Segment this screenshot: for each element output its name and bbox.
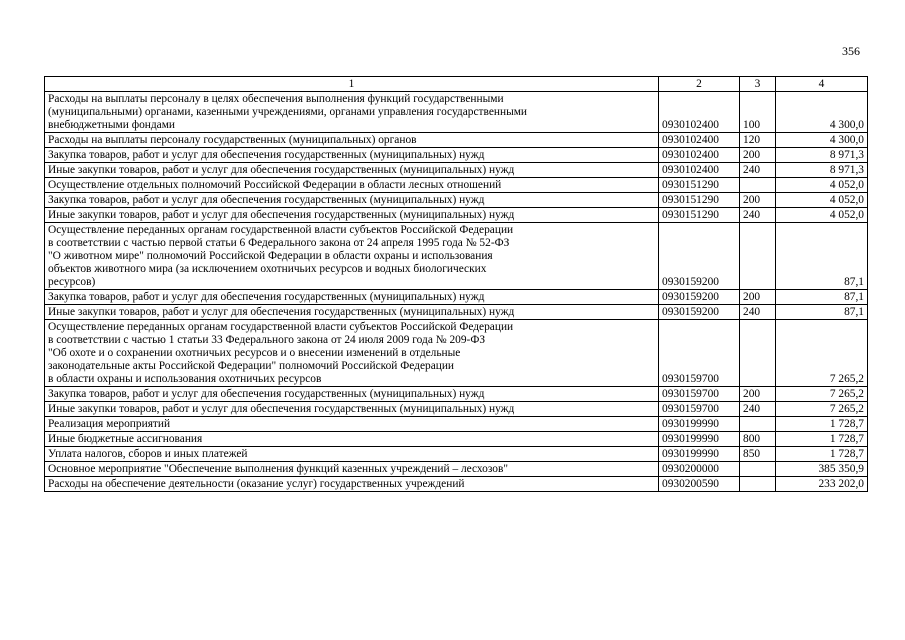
expense-name-line: Иные закупки товаров, работ и услуг для обеспечения государственных (муниципальных) нужд xyxy=(48,306,515,318)
table-row xyxy=(45,432,868,447)
table-row xyxy=(45,223,868,290)
expense-name-cell xyxy=(45,417,659,432)
expense-type-code-cell: 200 xyxy=(740,387,776,402)
expense-name-line: Осуществление переданных органам государственной власти субъектов Российской Федерации xyxy=(48,224,514,236)
target-article-code-cell: 0930199990 xyxy=(659,432,740,447)
table-row xyxy=(45,305,868,320)
expense-name-cell xyxy=(45,290,659,305)
amount-cell: 7 265,2 xyxy=(776,402,868,417)
expense-name-cell xyxy=(45,163,659,178)
expense-name-cell xyxy=(45,432,659,447)
target-article-code-cell: 0930102400 xyxy=(659,148,740,163)
target-article-code-cell: 0930151290 xyxy=(659,178,740,193)
amount-cell: 4 052,0 xyxy=(776,193,868,208)
table-row xyxy=(45,477,868,492)
amount-cell: 87,1 xyxy=(776,223,868,290)
expense-type-code-cell: 100 xyxy=(740,92,776,133)
target-article-code-cell: 0930159200 xyxy=(659,305,740,320)
expense-type-code-cell xyxy=(740,477,776,492)
table-row xyxy=(45,133,868,148)
table-row xyxy=(45,208,868,223)
expense-name-line: Осуществление переданных органам государственной власти субъектов Российской Федерации xyxy=(48,321,514,333)
expense-name-cell xyxy=(45,402,659,417)
expense-name-line: Иные бюджетные ассигнования xyxy=(48,433,203,445)
expense-type-code-cell xyxy=(740,320,776,387)
amount-cell: 4 300,0 xyxy=(776,133,868,148)
table-row xyxy=(45,387,868,402)
amount-cell: 4 052,0 xyxy=(776,208,868,223)
expense-name-cell xyxy=(45,387,659,402)
expense-name-cell xyxy=(45,305,659,320)
expense-name-line: Основное мероприятие "Обеспечение выполнения функций казенных учреждений – лесхозов" xyxy=(48,463,509,475)
expense-name-line: Расходы на выплаты персоналу государственных (муниципальных) органов xyxy=(48,134,417,146)
expense-type-code-cell: 800 xyxy=(740,432,776,447)
amount-cell: 1 728,7 xyxy=(776,417,868,432)
target-article-code-cell: 0930159700 xyxy=(659,387,740,402)
budget-table-body xyxy=(45,77,868,492)
target-article-code-cell: 0930102400 xyxy=(659,92,740,133)
amount-cell: 4 300,0 xyxy=(776,92,868,133)
budget-table xyxy=(44,76,868,492)
expense-type-code-cell xyxy=(740,462,776,477)
amount-cell: 4 052,0 xyxy=(776,178,868,193)
expense-type-code-cell: 200 xyxy=(740,290,776,305)
expense-name-line: в соответствии с частью первой статьи 6 Федерального закона от 24 апреля 1995 года № 52-ФЗ xyxy=(48,237,510,249)
target-article-code-cell: 0930159200 xyxy=(659,223,740,290)
target-article-code-cell: 0930102400 xyxy=(659,133,740,148)
expense-type-code-cell xyxy=(740,417,776,432)
amount-cell: 1 728,7 xyxy=(776,432,868,447)
amount-cell: 8 971,3 xyxy=(776,148,868,163)
target-article-code-cell: 0930199990 xyxy=(659,447,740,462)
target-article-code-cell: 0930151290 xyxy=(659,208,740,223)
table-row xyxy=(45,193,868,208)
header-cell-vr: 3 xyxy=(740,77,776,92)
table-row xyxy=(45,290,868,305)
table-row xyxy=(45,462,868,477)
expense-name-line: Уплата налогов, сборов и иных платежей xyxy=(48,448,248,460)
table-row xyxy=(45,148,868,163)
expense-name-cell xyxy=(45,223,659,290)
table-row xyxy=(45,163,868,178)
expense-name-line: "О животном мире" полномочий Российской Федерации в области охраны и использования xyxy=(48,250,493,262)
expense-type-code-cell: 850 xyxy=(740,447,776,462)
expense-name-line: Иные закупки товаров, работ и услуг для обеспечения государственных (муниципальных) нужд xyxy=(48,403,515,415)
expense-name-line: Закупка товаров, работ и услуг для обеспечения государственных (муниципальных) нужд xyxy=(48,388,485,400)
amount-cell: 1 728,7 xyxy=(776,447,868,462)
expense-name-line: объектов животного мира (за исключением охотничьих ресурсов и водных биологических xyxy=(48,263,487,275)
expense-type-code-cell: 120 xyxy=(740,133,776,148)
expense-type-code-cell: 200 xyxy=(740,193,776,208)
amount-cell: 7 265,2 xyxy=(776,320,868,387)
expense-name-line: Расходы на выплаты персоналу в целях обеспечения выполнения функций государственными xyxy=(48,93,504,105)
expense-type-code-cell: 240 xyxy=(740,163,776,178)
amount-cell: 87,1 xyxy=(776,305,868,320)
amount-cell: 7 265,2 xyxy=(776,387,868,402)
expense-name-cell xyxy=(45,133,659,148)
expense-name-cell xyxy=(45,193,659,208)
expense-type-code-cell xyxy=(740,223,776,290)
expense-name-cell xyxy=(45,477,659,492)
expense-name-line: Закупка товаров, работ и услуг для обеспечения государственных (муниципальных) нужд xyxy=(48,194,485,206)
expense-name-cell xyxy=(45,178,659,193)
expense-name-line: в области охраны и использования охотничьих ресурсов xyxy=(48,373,322,385)
expense-name-line: Осуществление отдельных полномочий Российской Федерации в области лесных отношений xyxy=(48,179,502,191)
expense-name-line: в соответствии с частью 1 статьи 33 Федерального закона от 24 июля 2009 года № 209-ФЗ xyxy=(48,334,486,346)
table-row xyxy=(45,417,868,432)
expense-name-line: (муниципальными) органами, казенными учреждениями, органами управления государственными xyxy=(48,106,528,118)
page-number: 356 xyxy=(842,44,860,58)
expense-name-cell xyxy=(45,462,659,477)
expense-name-line: Иные закупки товаров, работ и услуг для обеспечения государственных (муниципальных) нужд xyxy=(48,209,515,221)
amount-cell: 87,1 xyxy=(776,290,868,305)
expense-type-code-cell: 200 xyxy=(740,148,776,163)
header-cell-sum: 4 xyxy=(776,77,868,92)
header-cell-name: 1 xyxy=(45,77,659,92)
table-row xyxy=(45,402,868,417)
expense-type-code-cell: 240 xyxy=(740,305,776,320)
target-article-code-cell: 0930200000 xyxy=(659,462,740,477)
expense-type-code-cell xyxy=(740,178,776,193)
expense-name-line: Закупка товаров, работ и услуг для обеспечения государственных (муниципальных) нужд xyxy=(48,291,485,303)
table-header-row xyxy=(45,77,868,92)
expense-type-code-cell: 240 xyxy=(740,208,776,223)
expense-name-line: внебюджетными фондами xyxy=(48,119,176,131)
target-article-code-cell: 0930151290 xyxy=(659,193,740,208)
expense-name-cell xyxy=(45,447,659,462)
target-article-code-cell: 0930199990 xyxy=(659,417,740,432)
expense-name-cell xyxy=(45,148,659,163)
header-cell-csr: 2 xyxy=(659,77,740,92)
expense-name-line: ресурсов) xyxy=(48,276,96,288)
table-row xyxy=(45,447,868,462)
expense-type-code-cell: 240 xyxy=(740,402,776,417)
table-row xyxy=(45,178,868,193)
expense-name-line: Расходы на обеспечение деятельности (оказание услуг) государственных учреждений xyxy=(48,478,465,490)
expense-name-cell xyxy=(45,320,659,387)
expense-name-line: Иные закупки товаров, работ и услуг для обеспечения государственных (муниципальных) нужд xyxy=(48,164,515,176)
expense-name-line: "Об охоте и о сохранении охотничьих ресурсов и о внесении изменений в отдельные xyxy=(48,347,461,359)
table-row xyxy=(45,320,868,387)
target-article-code-cell: 0930159700 xyxy=(659,402,740,417)
expense-name-cell xyxy=(45,208,659,223)
target-article-code-cell: 0930159700 xyxy=(659,320,740,387)
expense-name-line: Реализация мероприятий xyxy=(48,418,171,430)
amount-cell: 233 202,0 xyxy=(776,477,868,492)
expense-name-cell xyxy=(45,92,659,133)
table-row xyxy=(45,92,868,133)
target-article-code-cell: 0930102400 xyxy=(659,163,740,178)
expense-name-line: законодательные акты Российской Федерации" полномочий Российской Федерации xyxy=(48,360,455,372)
amount-cell: 8 971,3 xyxy=(776,163,868,178)
expense-name-line: Закупка товаров, работ и услуг для обеспечения государственных (муниципальных) нужд xyxy=(48,149,485,161)
target-article-code-cell: 0930159200 xyxy=(659,290,740,305)
amount-cell: 385 350,9 xyxy=(776,462,868,477)
target-article-code-cell: 0930200590 xyxy=(659,477,740,492)
